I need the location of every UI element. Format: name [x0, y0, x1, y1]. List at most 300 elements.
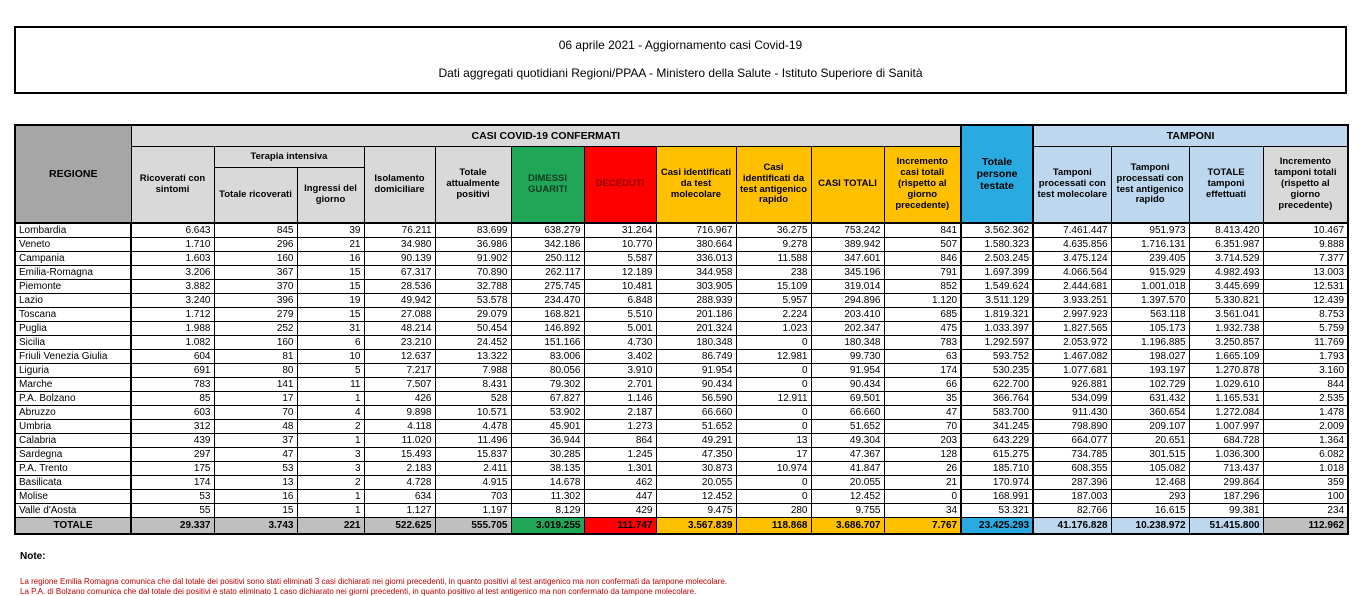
cell-casi_antigenico: 12.911 [736, 392, 811, 406]
cell-region: Abruzzo [15, 406, 131, 420]
total-cell-casi_totali: 3.686.707 [811, 518, 884, 535]
cell-tamponi_molecolare: 4.635.856 [1033, 238, 1111, 252]
cell-dimessi: 168.821 [511, 308, 584, 322]
cell-ricoverati: 3.240 [131, 294, 214, 308]
cell-tamponi_totale: 6.351.987 [1189, 238, 1263, 252]
cell-attualmente_positivi: 1.197 [435, 504, 511, 518]
notes-section [20, 551, 1361, 596]
cell-ricoverati: 6.643 [131, 223, 214, 238]
cell-deceduti: 6.848 [584, 294, 656, 308]
cell-tamponi_totale: 1.007.997 [1189, 420, 1263, 434]
covid-data-table [14, 124, 1349, 535]
cell-casi_antigenico: 0 [736, 364, 811, 378]
cell-dimessi: 151.166 [511, 336, 584, 350]
cell-ti_ingressi: 6 [297, 336, 364, 350]
cell-tamponi_antigenico: 16.615 [1111, 504, 1189, 518]
cell-dimessi: 45.901 [511, 420, 584, 434]
total-cell-incremento_casi: 7.767 [884, 518, 961, 535]
cell-dimessi: 53.902 [511, 406, 584, 420]
cell-attualmente_positivi: 4.915 [435, 476, 511, 490]
total-cell-incremento_tamponi: 112.962 [1263, 518, 1348, 535]
cell-isolamento: 48.214 [364, 322, 435, 336]
cell-region: Emilia-Romagna [15, 266, 131, 280]
header-tamponi-antigenico: Tamponi processati con test antigenico rapido [1111, 147, 1189, 224]
table-row [15, 378, 1348, 392]
cell-tamponi_molecolare: 534.099 [1033, 392, 1111, 406]
cell-deceduti: 864 [584, 434, 656, 448]
cell-region: Piemonte [15, 280, 131, 294]
header-incremento-tamponi: Incremento tamponi totali (rispetto al giorno precedente) [1263, 147, 1348, 224]
cell-tamponi_molecolare: 3.475.124 [1033, 252, 1111, 266]
cell-tamponi_totale: 299.864 [1189, 476, 1263, 490]
cell-ricoverati: 3.206 [131, 266, 214, 280]
cell-ricoverati: 783 [131, 378, 214, 392]
cell-incremento_tamponi: 11.769 [1263, 336, 1348, 350]
total-cell-persone_testate: 23.425.293 [961, 518, 1033, 535]
cell-region: Valle d'Aosta [15, 504, 131, 518]
cell-tamponi_totale: 1.029.610 [1189, 378, 1263, 392]
cell-tamponi_totale: 1.165.531 [1189, 392, 1263, 406]
cell-persone_testate: 1.819.321 [961, 308, 1033, 322]
cell-ti_ingressi: 15 [297, 280, 364, 294]
total-label: TOTALE [15, 518, 131, 535]
cell-incremento_casi: 128 [884, 448, 961, 462]
cell-ti_ingressi: 39 [297, 223, 364, 238]
cell-incremento_tamponi: 234 [1263, 504, 1348, 518]
table-header [15, 125, 1348, 223]
total-cell-tamponi_molecolare: 41.176.828 [1033, 518, 1111, 535]
cell-casi_totali: 66.660 [811, 406, 884, 420]
cell-tamponi_antigenico: 563.118 [1111, 308, 1189, 322]
cell-region: P.A. Bolzano [15, 392, 131, 406]
cell-persone_testate: 1.292.597 [961, 336, 1033, 350]
cell-incremento_casi: 791 [884, 266, 961, 280]
table-row [15, 266, 1348, 280]
cell-tamponi_antigenico: 301.515 [1111, 448, 1189, 462]
cell-ricoverati: 3.882 [131, 280, 214, 294]
cell-isolamento: 27.088 [364, 308, 435, 322]
total-cell-ti_ingressi: 221 [297, 518, 364, 535]
cell-deceduti: 462 [584, 476, 656, 490]
cell-tamponi_antigenico: 209.107 [1111, 420, 1189, 434]
cell-ricoverati: 1.082 [131, 336, 214, 350]
cell-ricoverati: 1.710 [131, 238, 214, 252]
cell-tamponi_molecolare: 2.444.681 [1033, 280, 1111, 294]
cell-ti_ingressi: 3 [297, 448, 364, 462]
cell-deceduti: 1.146 [584, 392, 656, 406]
cell-dimessi: 11.302 [511, 490, 584, 504]
cell-tamponi_totale: 187.296 [1189, 490, 1263, 504]
header-terapia-intensiva: Terapia intensiva [214, 147, 364, 168]
cell-attualmente_positivi: 11.496 [435, 434, 511, 448]
total-cell-deceduti: 111.747 [584, 518, 656, 535]
cell-tamponi_totale: 5.330.821 [1189, 294, 1263, 308]
cell-casi_totali: 49.304 [811, 434, 884, 448]
cell-incremento_casi: 203 [884, 434, 961, 448]
cell-region: Liguria [15, 364, 131, 378]
cell-casi_antigenico: 0 [736, 336, 811, 350]
cell-casi_molecolare: 180.348 [656, 336, 736, 350]
cell-ti_totale: 396 [214, 294, 297, 308]
cell-casi_totali: 294.896 [811, 294, 884, 308]
cell-casi_antigenico: 36.275 [736, 223, 811, 238]
cell-ti_ingressi: 10 [297, 350, 364, 364]
cell-dimessi: 8.129 [511, 504, 584, 518]
title-box [14, 26, 1347, 94]
cell-incremento_tamponi: 1.018 [1263, 462, 1348, 476]
note-line: La regione Emilia Romagna comunica che dal totale dei positivi sono stati eliminati 3 casi dichiarati nei giorni precedenti, in quanto positivi al test antigenico ma non confermati da tampone molecolare. [20, 577, 1361, 587]
cell-attualmente_positivi: 703 [435, 490, 511, 504]
header-casi-totali: CASI TOTALI [811, 147, 884, 224]
table-row [15, 294, 1348, 308]
cell-dimessi: 234.470 [511, 294, 584, 308]
cell-ricoverati: 1.603 [131, 252, 214, 266]
cell-attualmente_positivi: 8.431 [435, 378, 511, 392]
cell-incremento_tamponi: 3.160 [1263, 364, 1348, 378]
cell-deceduti: 1.245 [584, 448, 656, 462]
cell-ti_totale: 279 [214, 308, 297, 322]
cell-incremento_tamponi: 7.377 [1263, 252, 1348, 266]
cell-ti_ingressi: 19 [297, 294, 364, 308]
cell-casi_molecolare: 201.324 [656, 322, 736, 336]
cell-isolamento: 7.217 [364, 364, 435, 378]
cell-tamponi_molecolare: 287.396 [1033, 476, 1111, 490]
cell-ti_totale: 252 [214, 322, 297, 336]
cell-region: Molise [15, 490, 131, 504]
cell-casi_antigenico: 0 [736, 490, 811, 504]
cell-ti_totale: 367 [214, 266, 297, 280]
cell-attualmente_positivi: 50.454 [435, 322, 511, 336]
cell-ti_ingressi: 5 [297, 364, 364, 378]
cell-ti_totale: 53 [214, 462, 297, 476]
cell-attualmente_positivi: 36.986 [435, 238, 511, 252]
cell-casi_molecolare: 30.873 [656, 462, 736, 476]
note-line: La P.A. di Bolzano comunica che dal totale dei positivi è stato eliminato 1 caso dichiarato nei giorni precedenti, in quanto positivo al test antigenico ma non confermato da tampone molecolare. [20, 587, 1361, 596]
cell-incremento_casi: 47 [884, 406, 961, 420]
cell-isolamento: 23.210 [364, 336, 435, 350]
cell-attualmente_positivi: 91.902 [435, 252, 511, 266]
cell-isolamento: 11.020 [364, 434, 435, 448]
cell-incremento_casi: 475 [884, 322, 961, 336]
cell-dimessi: 80.056 [511, 364, 584, 378]
cell-isolamento: 34.980 [364, 238, 435, 252]
cell-casi_molecolare: 9.475 [656, 504, 736, 518]
cell-persone_testate: 593.752 [961, 350, 1033, 364]
cell-incremento_tamponi: 8.753 [1263, 308, 1348, 322]
cell-casi_totali: 90.434 [811, 378, 884, 392]
cell-deceduti: 12.189 [584, 266, 656, 280]
cell-persone_testate: 1.549.624 [961, 280, 1033, 294]
cell-incremento_casi: 35 [884, 392, 961, 406]
cell-casi_totali: 9.755 [811, 504, 884, 518]
total-cell-casi_molecolare: 3.567.839 [656, 518, 736, 535]
cell-region: Sicilia [15, 336, 131, 350]
cell-attualmente_positivi: 70.890 [435, 266, 511, 280]
cell-dimessi: 67.827 [511, 392, 584, 406]
cell-incremento_tamponi: 9.888 [1263, 238, 1348, 252]
cell-casi_totali: 753.242 [811, 223, 884, 238]
cell-attualmente_positivi: 15.837 [435, 448, 511, 462]
cell-region: P.A. Trento [15, 462, 131, 476]
cell-region: Friuli Venezia Giulia [15, 350, 131, 364]
cell-isolamento: 4.728 [364, 476, 435, 490]
header-isolamento: Isolamento domiciliare [364, 147, 435, 224]
cell-attualmente_positivi: 24.452 [435, 336, 511, 350]
cell-persone_testate: 53.321 [961, 504, 1033, 518]
cell-casi_molecolare: 288.939 [656, 294, 736, 308]
cell-persone_testate: 1.697.399 [961, 266, 1033, 280]
cell-ti_totale: 13 [214, 476, 297, 490]
header-tamponi-totale: TOTALE tamponi effettuati [1189, 147, 1263, 224]
cell-dimessi: 38.135 [511, 462, 584, 476]
cell-casi_molecolare: 716.967 [656, 223, 736, 238]
header-dimessi-guariti: DIMESSI GUARITI [511, 147, 584, 224]
cell-casi_molecolare: 344.958 [656, 266, 736, 280]
cell-tamponi_totale: 8.413.420 [1189, 223, 1263, 238]
cell-casi_antigenico: 11.588 [736, 252, 811, 266]
cell-tamponi_antigenico: 1.001.018 [1111, 280, 1189, 294]
cell-incremento_tamponi: 12.439 [1263, 294, 1348, 308]
cell-tamponi_antigenico: 102.729 [1111, 378, 1189, 392]
cell-attualmente_positivi: 7.988 [435, 364, 511, 378]
cell-isolamento: 4.118 [364, 420, 435, 434]
cell-casi_antigenico: 238 [736, 266, 811, 280]
cell-persone_testate: 615.275 [961, 448, 1033, 462]
cell-tamponi_molecolare: 82.766 [1033, 504, 1111, 518]
cell-tamponi_molecolare: 4.066.564 [1033, 266, 1111, 280]
cell-tamponi_molecolare: 911.430 [1033, 406, 1111, 420]
cell-casi_totali: 47.367 [811, 448, 884, 462]
cell-casi_totali: 91.954 [811, 364, 884, 378]
cell-casi_totali: 202.347 [811, 322, 884, 336]
cell-ricoverati: 604 [131, 350, 214, 364]
cell-incremento_casi: 841 [884, 223, 961, 238]
cell-tamponi_molecolare: 1.827.565 [1033, 322, 1111, 336]
cell-casi_antigenico: 0 [736, 378, 811, 392]
cell-region: Lombardia [15, 223, 131, 238]
cell-persone_testate: 530.235 [961, 364, 1033, 378]
cell-ti_totale: 17 [214, 392, 297, 406]
cell-casi_totali: 20.055 [811, 476, 884, 490]
cell-ti_ingressi: 1 [297, 434, 364, 448]
cell-persone_testate: 1.033.397 [961, 322, 1033, 336]
cell-attualmente_positivi: 29.079 [435, 308, 511, 322]
cell-dimessi: 262.117 [511, 266, 584, 280]
cell-tamponi_antigenico: 631.432 [1111, 392, 1189, 406]
cell-persone_testate: 2.503.245 [961, 252, 1033, 266]
cell-region: Toscana [15, 308, 131, 322]
cell-ti_totale: 370 [214, 280, 297, 294]
cell-region: Veneto [15, 238, 131, 252]
header-regione: REGIONE [15, 125, 131, 223]
cell-persone_testate: 643.229 [961, 434, 1033, 448]
table-row [15, 434, 1348, 448]
cell-region: Campania [15, 252, 131, 266]
notes-heading: Note: [20, 551, 1361, 562]
cell-tamponi_molecolare: 187.003 [1033, 490, 1111, 504]
cell-tamponi_antigenico: 239.405 [1111, 252, 1189, 266]
cell-persone_testate: 583.700 [961, 406, 1033, 420]
cell-casi_molecolare: 90.434 [656, 378, 736, 392]
cell-isolamento: 7.507 [364, 378, 435, 392]
cell-incremento_casi: 70 [884, 420, 961, 434]
cell-casi_antigenico: 17 [736, 448, 811, 462]
cell-casi_totali: 203.410 [811, 308, 884, 322]
cell-tamponi_antigenico: 20.651 [1111, 434, 1189, 448]
report-subtitle: Dati aggregati quotidiani Regioni/PPAA - Ministero della Salute - Istituto Superiore di Sanità [16, 66, 1345, 80]
header-ti-ingressi: Ingressi del giorno [297, 168, 364, 224]
cell-dimessi: 638.279 [511, 223, 584, 238]
cell-casi_totali: 345.196 [811, 266, 884, 280]
cell-ti_ingressi: 16 [297, 252, 364, 266]
cell-tamponi_molecolare: 664.077 [1033, 434, 1111, 448]
cell-casi_antigenico: 0 [736, 476, 811, 490]
cell-incremento_tamponi: 1.793 [1263, 350, 1348, 364]
cell-tamponi_totale: 4.982.493 [1189, 266, 1263, 280]
cell-persone_testate: 1.580.323 [961, 238, 1033, 252]
cell-dimessi: 83.006 [511, 350, 584, 364]
cell-tamponi_molecolare: 1.467.082 [1033, 350, 1111, 364]
cell-tamponi_totale: 1.665.109 [1189, 350, 1263, 364]
header-incremento-casi: Incremento casi totali (rispetto al giorno precedente) [884, 147, 961, 224]
report-title: 06 aprile 2021 - Aggiornamento casi Covid-19 [16, 38, 1345, 52]
cell-casi_totali: 389.942 [811, 238, 884, 252]
cell-persone_testate: 168.991 [961, 490, 1033, 504]
table-row [15, 280, 1348, 294]
cell-isolamento: 15.493 [364, 448, 435, 462]
cell-tamponi_antigenico: 915.929 [1111, 266, 1189, 280]
cell-persone_testate: 185.710 [961, 462, 1033, 476]
cell-ti_totale: 47 [214, 448, 297, 462]
table-row [15, 490, 1348, 504]
total-cell-tamponi_antigenico: 10.238.972 [1111, 518, 1189, 535]
cell-incremento_casi: 783 [884, 336, 961, 350]
total-cell-tamponi_totale: 51.415.800 [1189, 518, 1263, 535]
cell-deceduti: 4.730 [584, 336, 656, 350]
cell-isolamento: 634 [364, 490, 435, 504]
cell-casi_molecolare: 91.954 [656, 364, 736, 378]
cell-tamponi_molecolare: 1.077.681 [1033, 364, 1111, 378]
cell-tamponi_molecolare: 2.053.972 [1033, 336, 1111, 350]
cell-dimessi: 36.944 [511, 434, 584, 448]
cell-incremento_casi: 852 [884, 280, 961, 294]
cell-deceduti: 5.510 [584, 308, 656, 322]
header-persone-testate: Totale persone testate [961, 125, 1033, 223]
cell-casi_antigenico: 0 [736, 406, 811, 420]
cell-dimessi: 275.745 [511, 280, 584, 294]
cell-isolamento: 1.127 [364, 504, 435, 518]
table-row [15, 364, 1348, 378]
cell-tamponi_totale: 3.561.041 [1189, 308, 1263, 322]
cell-isolamento: 76.211 [364, 223, 435, 238]
cell-incremento_casi: 21 [884, 476, 961, 490]
cell-casi_totali: 99.730 [811, 350, 884, 364]
cell-isolamento: 67.317 [364, 266, 435, 280]
table-row [15, 308, 1348, 322]
table-row [15, 462, 1348, 476]
cell-casi_totali: 347.601 [811, 252, 884, 266]
cell-ti_totale: 15 [214, 504, 297, 518]
cell-tamponi_molecolare: 798.890 [1033, 420, 1111, 434]
cell-deceduti: 10.770 [584, 238, 656, 252]
cell-region: Lazio [15, 294, 131, 308]
cell-casi_totali: 51.652 [811, 420, 884, 434]
cell-ti_ingressi: 4 [297, 406, 364, 420]
cell-region: Calabria [15, 434, 131, 448]
header-ti-totale: Totale ricoverati [214, 168, 297, 224]
cell-ti_ingressi: 21 [297, 238, 364, 252]
cell-tamponi_totale: 684.728 [1189, 434, 1263, 448]
cell-tamponi_molecolare: 608.355 [1033, 462, 1111, 476]
cell-casi_totali: 69.501 [811, 392, 884, 406]
cell-casi_molecolare: 380.664 [656, 238, 736, 252]
cell-casi_molecolare: 66.660 [656, 406, 736, 420]
table-row [15, 406, 1348, 420]
cell-dimessi: 14.678 [511, 476, 584, 490]
cell-persone_testate: 3.562.362 [961, 223, 1033, 238]
cell-casi_molecolare: 56.590 [656, 392, 736, 406]
cell-deceduti: 447 [584, 490, 656, 504]
cell-ricoverati: 53 [131, 490, 214, 504]
table-row [15, 448, 1348, 462]
cell-tamponi_antigenico: 193.197 [1111, 364, 1189, 378]
cell-tamponi_antigenico: 105.173 [1111, 322, 1189, 336]
cell-casi_antigenico: 12.981 [736, 350, 811, 364]
cell-isolamento: 426 [364, 392, 435, 406]
cell-incremento_casi: 63 [884, 350, 961, 364]
cell-deceduti: 2.701 [584, 378, 656, 392]
cell-ricoverati: 603 [131, 406, 214, 420]
table-row [15, 238, 1348, 252]
cell-casi_molecolare: 336.013 [656, 252, 736, 266]
cell-ricoverati: 55 [131, 504, 214, 518]
cell-ti_totale: 48 [214, 420, 297, 434]
table-row [15, 322, 1348, 336]
cell-ricoverati: 1.988 [131, 322, 214, 336]
cell-persone_testate: 341.245 [961, 420, 1033, 434]
cell-incremento_tamponi: 5.759 [1263, 322, 1348, 336]
cell-casi_totali: 180.348 [811, 336, 884, 350]
cell-tamponi_totale: 713.437 [1189, 462, 1263, 476]
table-row [15, 476, 1348, 490]
cell-deceduti: 10.481 [584, 280, 656, 294]
total-cell-ricoverati: 29.337 [131, 518, 214, 535]
cell-ti_totale: 160 [214, 252, 297, 266]
cell-tamponi_totale: 99.381 [1189, 504, 1263, 518]
cell-casi_molecolare: 12.452 [656, 490, 736, 504]
cell-ti_totale: 16 [214, 490, 297, 504]
cell-incremento_tamponi: 12.531 [1263, 280, 1348, 294]
cell-ricoverati: 691 [131, 364, 214, 378]
table-row [15, 420, 1348, 434]
cell-incremento_tamponi: 1.478 [1263, 406, 1348, 420]
cell-attualmente_positivi: 10.571 [435, 406, 511, 420]
cell-incremento_tamponi: 10.467 [1263, 223, 1348, 238]
cell-dimessi: 30.285 [511, 448, 584, 462]
cell-tamponi_totale: 3.714.529 [1189, 252, 1263, 266]
cell-casi_antigenico: 9.278 [736, 238, 811, 252]
cell-ti_totale: 296 [214, 238, 297, 252]
cell-incremento_tamponi: 6.082 [1263, 448, 1348, 462]
cell-dimessi: 79.302 [511, 378, 584, 392]
cell-casi_molecolare: 47.350 [656, 448, 736, 462]
cell-casi_totali: 41.847 [811, 462, 884, 476]
cell-casi_antigenico: 1.023 [736, 322, 811, 336]
cell-region: Puglia [15, 322, 131, 336]
cell-dimessi: 342.186 [511, 238, 584, 252]
cell-incremento_tamponi: 844 [1263, 378, 1348, 392]
cell-ti_totale: 160 [214, 336, 297, 350]
